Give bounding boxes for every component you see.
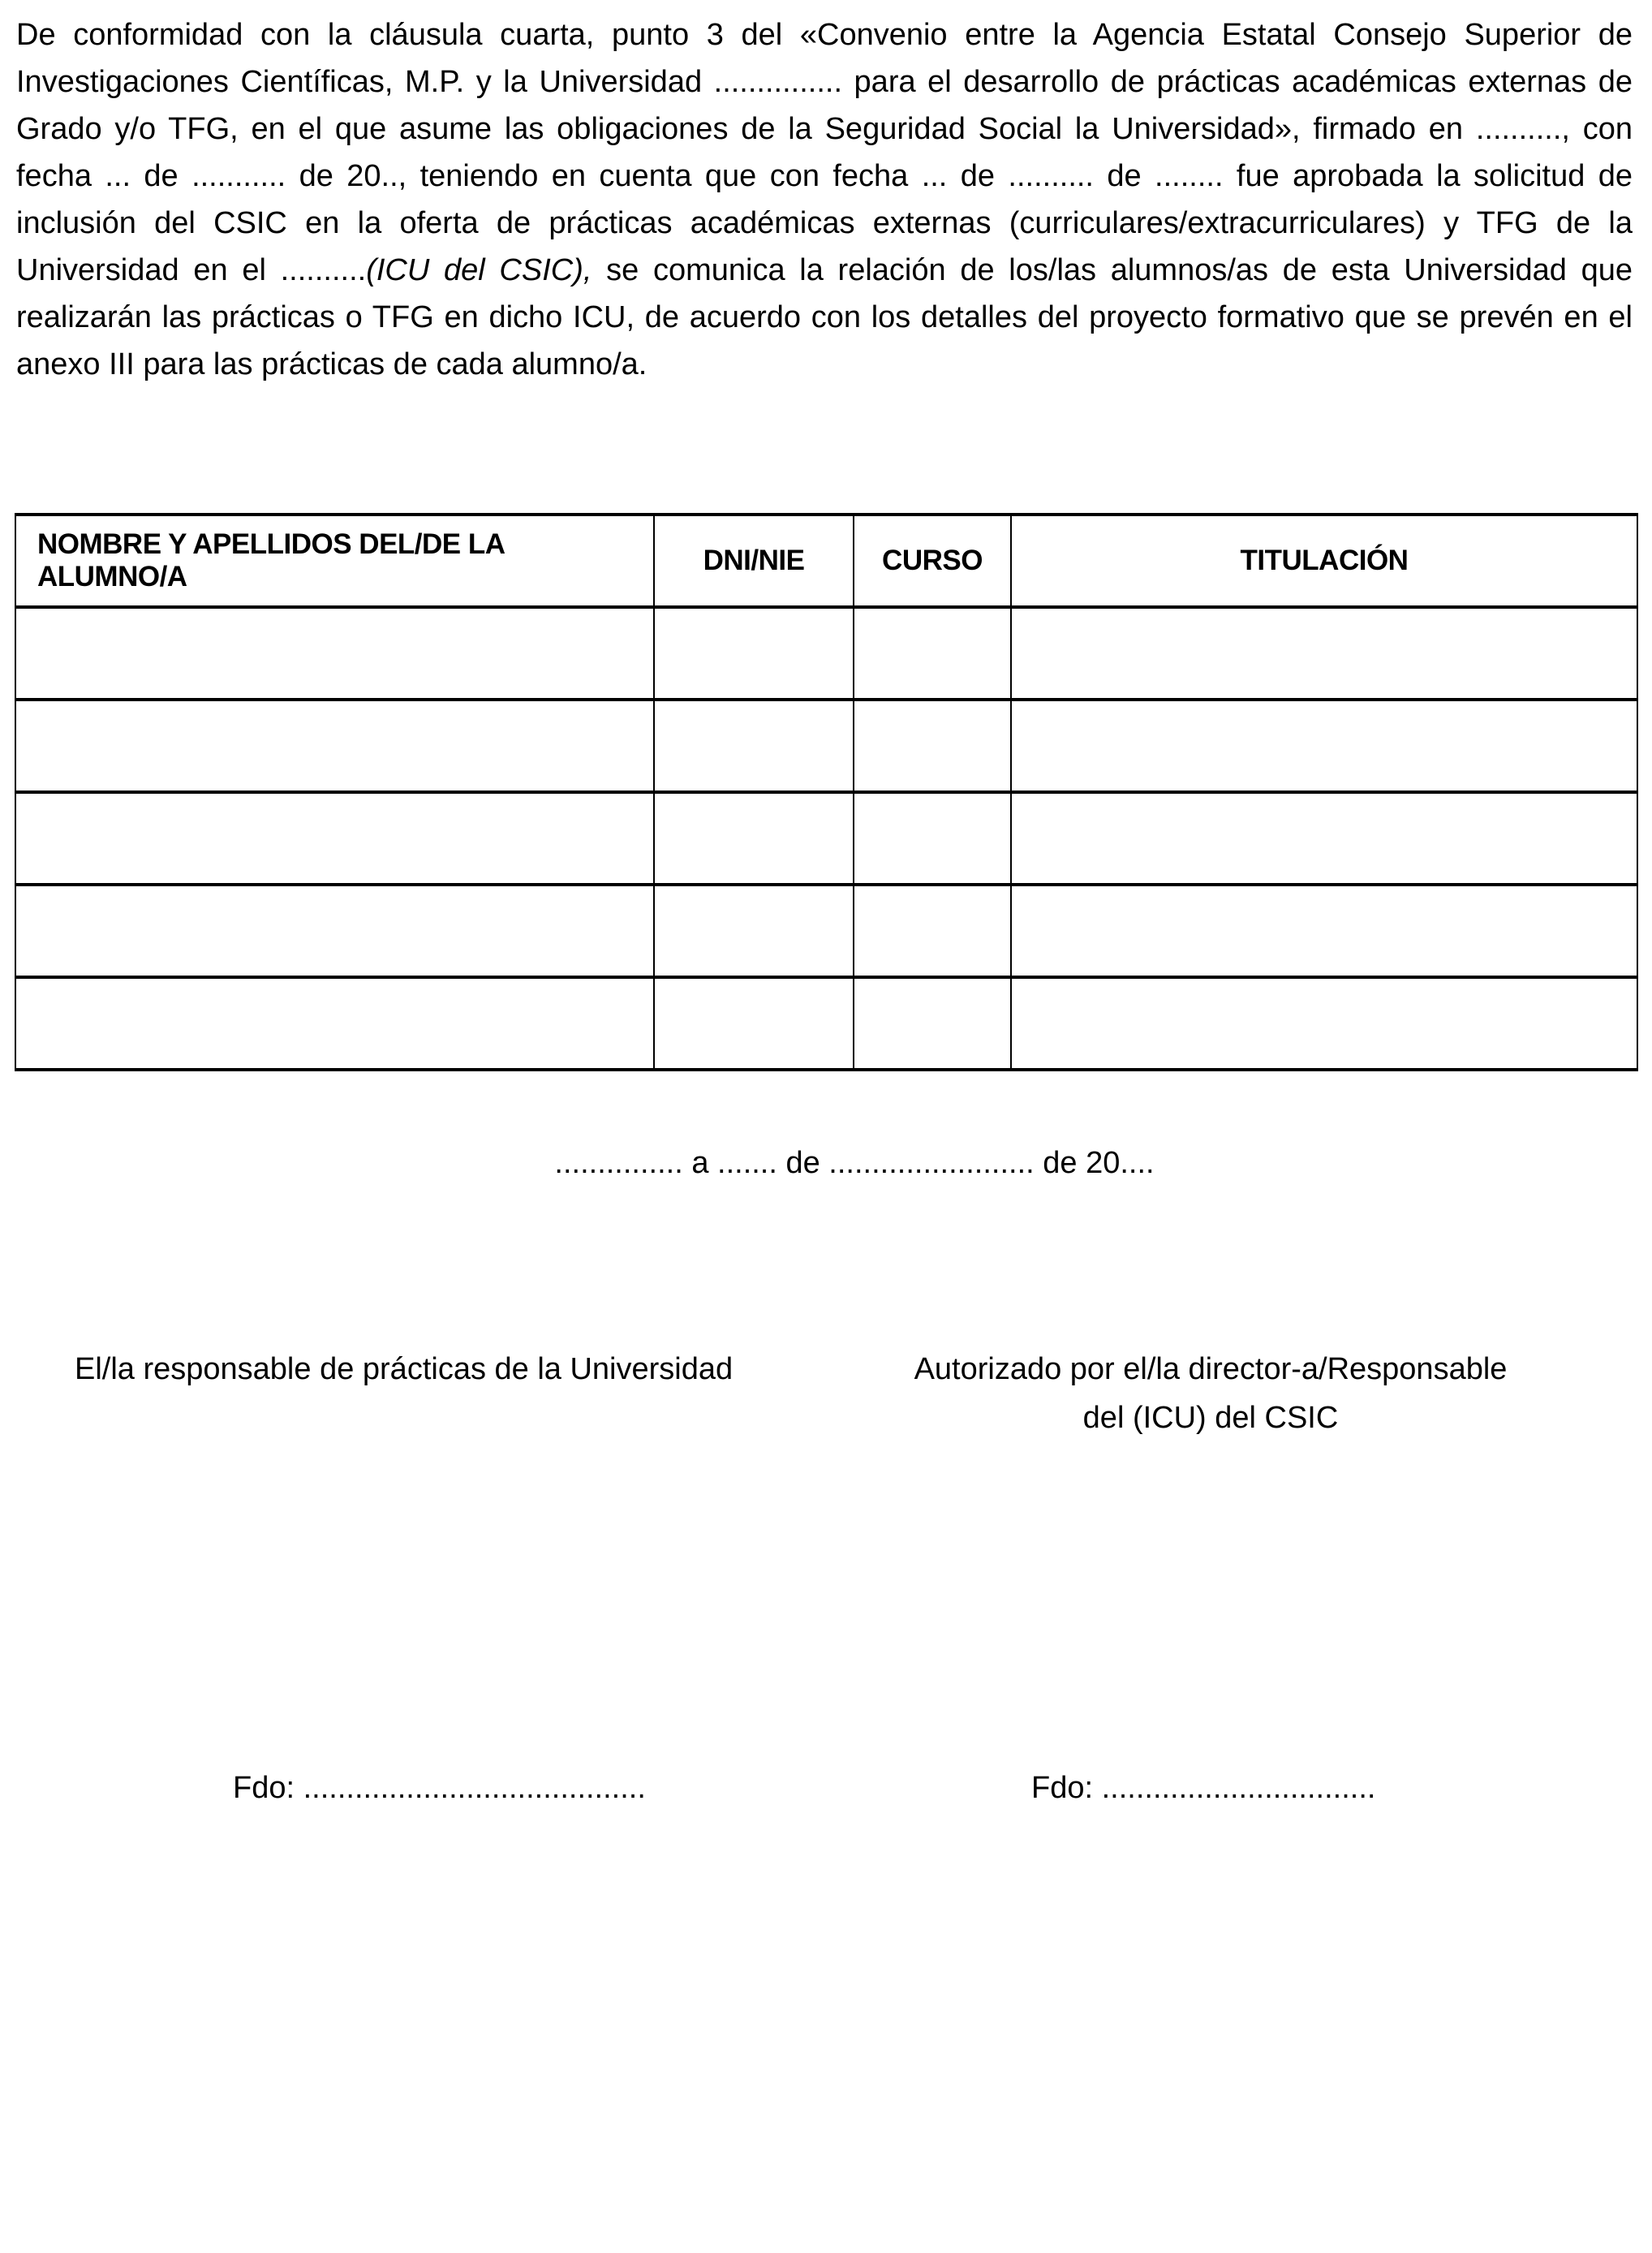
intro-paragraph-text: De conformidad con la cláusula cuarta, punto 3 del «Convenio entre la Agencia Estatal Consejo Superior de Investigaciones Científicas, M.P. y la Universidad ............... para el desarrollo de prácticas académicas externas de Grado y/o TFG, en el que asume las obligaciones de la Seguridad Social la Universidad», firmado en .........., con fecha ... de ........... de 20.., teniendo en cuenta que con fecha ... de .......... de ........ fue aprobada la solicitud de inclusión del CSIC en la oferta de prácticas académicas externas (curriculares/extracurriculares) y TFG de la Universidad en el .......... xyxy=(16,18,1633,287)
intro-paragraph xyxy=(16,11,1633,388)
table-cell-empty xyxy=(654,607,854,700)
table-row xyxy=(15,977,1637,1070)
table-cell-empty xyxy=(654,885,854,977)
table-row xyxy=(15,792,1637,885)
table-cell-empty xyxy=(854,700,1011,792)
table-cell-empty xyxy=(854,977,1011,1070)
table-cell-empty xyxy=(1011,885,1637,977)
table-cell-empty xyxy=(1011,792,1637,885)
table-cell-empty xyxy=(654,792,854,885)
icu-csic-italic-text: (ICU del CSIC), xyxy=(366,253,592,287)
table-cell-empty xyxy=(1011,977,1637,1070)
table-body xyxy=(15,607,1637,1070)
table-row xyxy=(15,607,1637,700)
csic-authorized-label xyxy=(886,1345,1535,1442)
column-header-dni-nie: DNI/NIE xyxy=(654,515,854,607)
column-header-titulacion: TITULACIÓN xyxy=(1011,515,1637,607)
students-table xyxy=(15,513,1638,1071)
intro-paragraph-text-after: se comunica la relación de los/las alumnos/as de esta Universidad que realizarán las prácticas o TFG en dicho ICU, de acuerdo con los detalles del proyecto formativo que se prevén en el anexo III para las prácticas de cada alumno/a. xyxy=(16,253,1633,381)
column-header-nombre-apellidos: NOMBRE Y APELLIDOS DEL/DE LA ALUMNO/A xyxy=(15,515,654,607)
table-cell-empty xyxy=(15,977,654,1070)
table-cell-empty xyxy=(15,700,654,792)
table-cell-empty xyxy=(654,700,854,792)
table-cell-empty xyxy=(1011,700,1637,792)
table-cell-empty xyxy=(854,792,1011,885)
table-cell-empty xyxy=(15,885,654,977)
place-date-line: ............... a ....... de ........................ de 20.... xyxy=(554,1146,1155,1180)
table-cell-empty xyxy=(15,792,654,885)
fdo-right-line: Fdo: ................................ xyxy=(1031,1771,1376,1805)
table-cell-empty xyxy=(854,885,1011,977)
table-cell-empty xyxy=(854,607,1011,700)
university-responsible-label: El/la responsable de prácticas de la Universidad xyxy=(75,1352,734,1386)
table-row xyxy=(15,885,1637,977)
table-cell-empty xyxy=(15,607,654,700)
table-row xyxy=(15,700,1637,792)
fdo-left-line: Fdo: ........................................ xyxy=(233,1771,646,1805)
table-cell-empty xyxy=(1011,607,1637,700)
column-header-curso: CURSO xyxy=(854,515,1011,607)
csic-authorized-line2: del (ICU) del CSIC xyxy=(1082,1401,1339,1435)
table-header-row xyxy=(15,515,1637,607)
csic-authorized-line1: Autorizado por el/la director-a/Responsable xyxy=(914,1352,1508,1386)
table-cell-empty xyxy=(654,977,854,1070)
